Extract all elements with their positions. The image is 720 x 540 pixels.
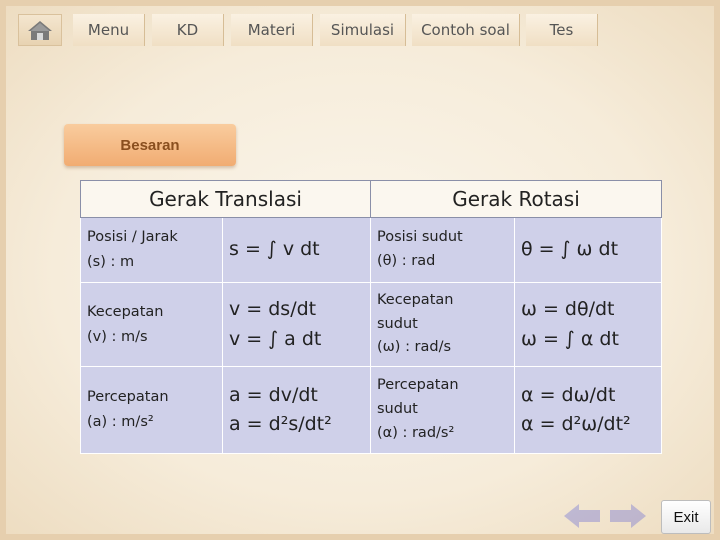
- rotation-quantity-cell: [371, 283, 515, 367]
- formula-line: α = dω/dt: [521, 383, 616, 406]
- arrow-right-icon: [608, 501, 648, 531]
- formula-line: θ = ∫ ω dt: [521, 238, 619, 261]
- table-row: [81, 218, 662, 283]
- rotation-quantity-cell: [371, 367, 515, 454]
- nav-kd-label: KD: [176, 21, 199, 39]
- nav-tes[interactable]: [526, 14, 598, 46]
- next-slide-button[interactable]: [608, 499, 648, 533]
- formula-line: ω = dθ/dt: [521, 298, 615, 321]
- translation-quantity-cell: [81, 218, 223, 283]
- rotation-formula-cell: [515, 283, 662, 367]
- header-gerak-translasi: Gerak Translasi: [81, 181, 371, 218]
- translation-quantity-cell: [81, 283, 223, 367]
- quantity-unit: (s) : m: [87, 254, 135, 270]
- nav-simulasi[interactable]: [320, 14, 406, 46]
- rotation-quantity-cell: [371, 218, 515, 283]
- exit-button[interactable]: [661, 500, 711, 534]
- nav-menu[interactable]: [73, 14, 145, 46]
- formula-line: v = ∫ a dt: [229, 327, 322, 350]
- nav-contoh-soal[interactable]: [412, 14, 520, 46]
- rotation-formula-cell: [515, 218, 662, 283]
- quantity-unit: (v) : m/s: [87, 328, 148, 345]
- nav-materi-label: Materi: [247, 21, 296, 39]
- exit-label: Exit: [673, 508, 699, 526]
- home-button[interactable]: [18, 14, 62, 46]
- previous-slide-button[interactable]: [562, 499, 602, 533]
- motion-comparison-table: [80, 180, 662, 454]
- quantity-name: Percepatan: [377, 377, 459, 394]
- quantity-name: sudut: [377, 315, 418, 332]
- quantity-name: Posisi sudut: [377, 229, 463, 246]
- quantity-unit: (a) : m/s²: [87, 414, 154, 430]
- formula-line: a = dv/dt: [229, 383, 318, 406]
- besaran-label: Besaran: [120, 136, 180, 154]
- table-row: [81, 283, 662, 367]
- nav-tes-label: Tes: [549, 21, 574, 39]
- header-gerak-rotasi: Gerak Rotasi: [371, 181, 662, 218]
- formula-line: v = ds/dt: [229, 298, 317, 321]
- home-icon: [27, 19, 53, 41]
- quantity-unit: (α) : rad/s²: [377, 424, 455, 441]
- quantity-unit: (θ) : rad: [377, 253, 436, 269]
- table-header-row: [81, 181, 662, 218]
- formula-line: s = ∫ v dt: [229, 238, 320, 261]
- translation-formula-cell: [223, 283, 371, 367]
- arrow-left-icon: [562, 501, 602, 531]
- table-row: [81, 367, 662, 454]
- nav-contoh-soal-label: Contoh soal: [421, 21, 510, 39]
- quantity-name: Posisi / Jarak: [87, 229, 178, 246]
- translation-quantity-cell: [81, 367, 223, 454]
- quantity-name: sudut: [377, 401, 418, 418]
- formula-line: ω = ∫ α dt: [521, 327, 619, 350]
- quantity-name: Kecepatan: [377, 291, 454, 308]
- besaran-button[interactable]: [64, 124, 236, 166]
- quantity-name: Percepatan: [87, 389, 169, 406]
- quantity-unit: (ω) : rad/s: [377, 339, 452, 356]
- formula-line: a = d²s/dt²: [229, 413, 332, 435]
- nav-materi[interactable]: [231, 14, 313, 46]
- quantity-name: Kecepatan: [87, 303, 164, 320]
- formula-line: α = d²ω/dt²: [521, 413, 631, 435]
- translation-formula-cell: [223, 367, 371, 454]
- translation-formula-cell: [223, 218, 371, 283]
- top-navigation: [0, 10, 720, 46]
- nav-kd[interactable]: [152, 14, 224, 46]
- nav-simulasi-label: Simulasi: [330, 21, 395, 39]
- nav-menu-label: Menu: [87, 21, 130, 39]
- rotation-formula-cell: [515, 367, 662, 454]
